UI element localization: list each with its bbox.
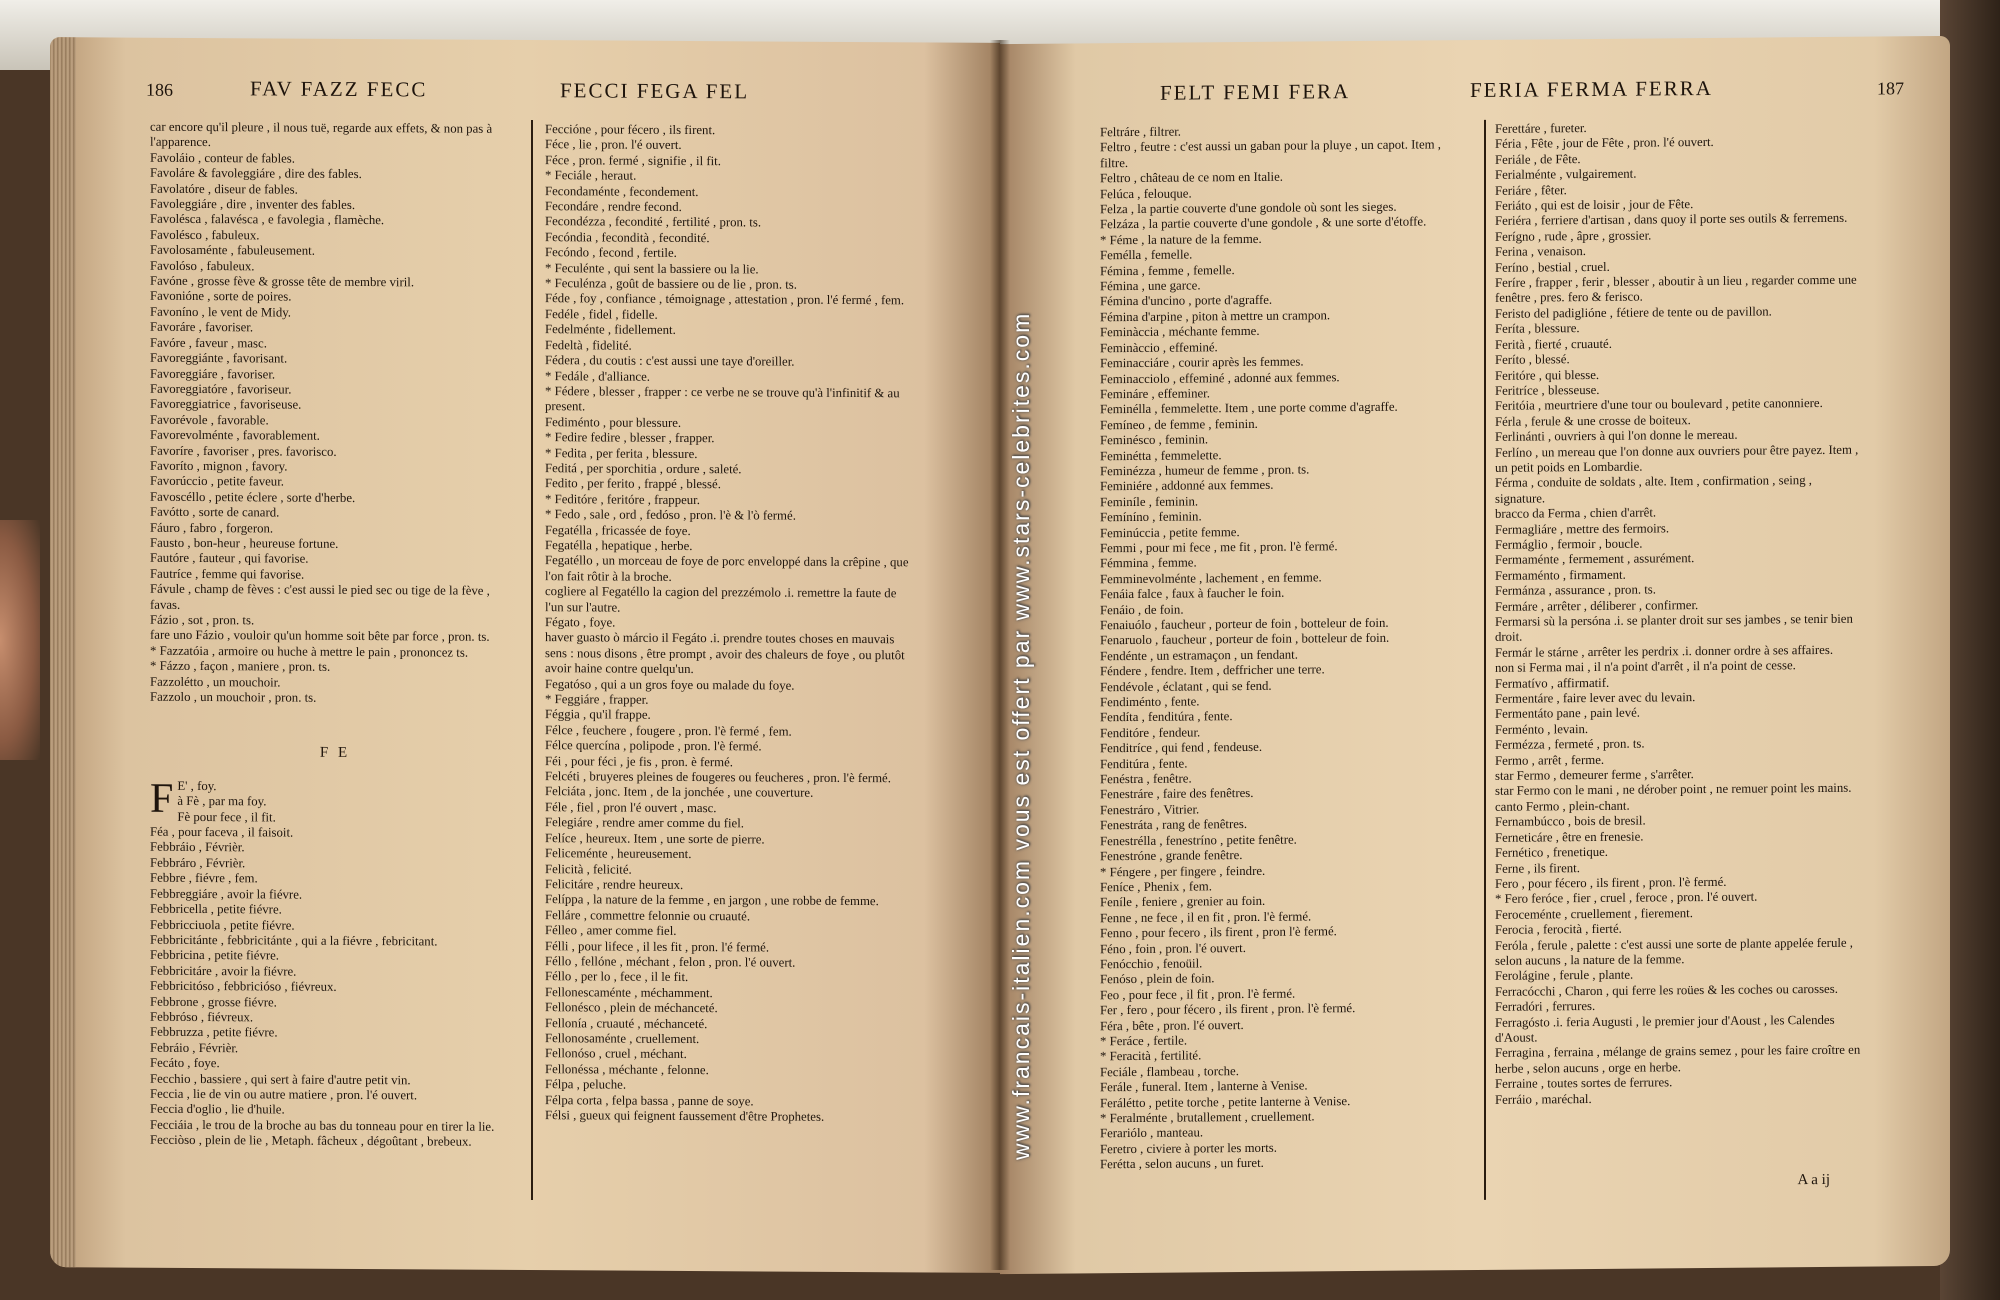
entry-list [150,120,520,708]
dictionary-entry: Félsi , gueux qui feignent faussement d'être Prophetes. [545,1108,825,1124]
dictionary-entry: Fermár le stárne , arrêter les perdrix .i. donner ordre à ses affaires. [1495,642,1834,660]
dictionary-entry: Féllo , per lo , fece , il le fit. [545,969,689,985]
dictionary-entry: non si Ferma mai , il n'a point d'arrêt , il n'a point de cesse. [1495,658,1796,676]
dictionary-entry: Felíce , heureux. Item , une sorte de pierre. [545,830,765,847]
dictionary-entry: Felicità , felicité. [545,861,632,877]
dictionary-entry: Feltráre , filtrer. [1100,124,1182,140]
dictionary-entry: Favorúccio , petite faveur. [150,474,284,489]
dictionary-entry: Fendiménto , fente. [1100,694,1200,710]
dictionary-entry: Ferlinánti , ouvriers à qui l'on donne le mereau. [1495,427,1738,444]
dictionary-entry: Ferneticáre , être en frenesie. [1495,829,1644,845]
dictionary-entry: Felegiáre , rendre amer comme du fiel. [545,815,744,831]
dictionary-entry: Feníce , Phenix , fem. [1100,879,1212,895]
dictionary-entry: Fautríce , femme qui favorise. [150,566,305,582]
dictionary-entry: Feccia , lie de vin ou autre matiere , pron. l'é ouvert. [150,1086,418,1103]
dictionary-entry: Feminélla , femmelette. Item , une porte comme d'agraffe. [1100,399,1398,417]
dictionary-entry: Fegatélla , hepatique , herbe. [545,538,693,553]
dictionary-entry: Fenestráta , rang de fenêtres. [1100,817,1248,833]
dictionary-entry: Fellonóso , cruel , méchant. [545,1046,687,1062]
dictionary-entry: Fero , pour fécero , ils firent , pron. l'è fermé. [1495,874,1727,891]
dictionary-entry: Favorévole , favorable. [150,412,269,428]
dictionary-entry: Febbricitáre , avoir la fiévre. [150,963,297,979]
dictionary-entry: Ferariólo , manteau. [1100,1125,1204,1141]
dictionary-entry: Felúca , felouque. [1100,186,1192,201]
dictionary-entry: Febbróso , fiévreux. [150,1009,254,1025]
dictionary-entry: Félleo , amer comme fiel. [545,923,677,939]
dictionary-entry: Ferétta , selon aucuns , un furet. [1100,1156,1264,1172]
dictionary-entry: Fendíta , fenditúra , fente. [1100,709,1233,725]
dictionary-entry: Femináre , effeminer. [1100,386,1210,402]
dictionary-entry: Felláre , commettre felonnie ou cruauté. [545,907,751,924]
dictionary-entry: Ferracócchi , Charon , qui ferre les roües & les coches ou carosses. [1495,981,1838,999]
dictionary-entry: Feminésco , feminin. [1100,432,1209,448]
dictionary-entry: Favolosaménte , fabuleusement. [150,242,315,258]
dictionary-entry: Fermaménto , firmament. [1495,567,1626,583]
dictionary-entry: Feriáre , fêter. [1495,182,1567,198]
dictionary-entry: Febbricitóso , febbricióso , fiévreux. [150,978,337,994]
dictionary-entry: Ferragósto .i. feria Augusti , le premier jour d'Aoust , les Calendes d'Aoust. [1495,1012,1835,1045]
dictionary-entry: Favótto , sorte de canard. [150,504,280,520]
dictionary-entry: Feminíle , feminin. [1100,494,1199,510]
dictionary-entry: Feminétta , femmelette. [1100,447,1222,463]
dictionary-entry: Fenestráre , faire des fenêtres. [1100,786,1254,802]
dictionary-entry: Favoríre , favoriser , pres. favorisco. [150,443,337,459]
dictionary-entry: Fermáglio , fermoir , boucle. [1495,536,1643,552]
dictionary-entry: Felciáta , jonc. Item , de la jonchée , une couverture. [545,784,814,801]
dictionary-entry: Féggia , qu'il frappe. [545,707,651,723]
dictionary-entry: Fellonescaménte , méchamment. [545,984,713,1000]
dictionary-entry: * Feditóre , feritóre , frappeur. [545,491,700,507]
dictionary-entry: Febbruzza , petite fiévre. [150,1025,278,1040]
dictionary-entry: Féle , fiel , pron l'é ouvert , masc. [545,799,717,816]
dictionary-entry: Feditá , per sporchitia , ordure , saleté. [545,461,742,477]
catchword: A a ij [1797,1171,1830,1189]
dictionary-entry: Fermánza , assurance , pron. ts. [1495,582,1656,599]
thumb-holding-book [0,520,40,760]
dictionary-entry: Ferettáre , fureter. [1495,121,1587,136]
dictionary-entry: Féde , foy , confiance , témoignage , attestation , pron. l'é fermé , fem. [545,291,905,308]
dictionary-entry: Felcéti , bruyeres pleines de fougeres ou feucheres , pron. l'è fermé. [545,769,891,786]
dictionary-entry: Fediménto , pour blessure. [545,414,682,430]
dictionary-entry: Ferne , ils firent. [1495,860,1580,876]
dictionary-entry: Fenócchio , fenoüil. [1100,956,1203,972]
dictionary-entry: Fenestráro , Vitrier. [1100,802,1200,818]
dictionary-entry: Favolatóre , diseur de fables. [150,181,298,197]
dictionary-entry: Fazzolétto , un mouchoir. [150,674,281,690]
dictionary-entry: Fenaiuólo , faucheur , porteur de foin , botteleur de foin. [1100,615,1389,633]
dictionary-entry: Favoníno , le vent de Midy. [150,304,291,320]
dictionary-entry: Favolóso , fabuleux. [150,258,255,274]
dictionary-entry: Fenditúra , fente. [1100,756,1188,771]
dictionary-entry: * Feráce , fertile. [1100,1033,1188,1049]
dictionary-entry: Féllo , fellóne , méchant , felon , pron. l'é ouvert. [545,954,796,970]
dictionary-entry: Febbráro , Févrièr. [150,855,246,871]
dictionary-entry: Ferráio , maréchal. [1495,1091,1592,1107]
dictionary-entry: Fernambúcco , bois de bresil. [1495,813,1646,830]
dictionary-entry: * Feralménte , brutallement , cruellement. [1100,1109,1315,1126]
dictionary-entry: Fermáre , arrêter , déliberer , confirmer. [1495,597,1699,614]
dictionary-column [1495,119,1865,1108]
dictionary-entry: * Fazzatóia , armoire ou huche à mettre le pain , prononcez ts. [150,643,469,660]
dictionary-entry: star Fermo , demeurer ferme , s'arrêter. [1495,767,1694,783]
dictionary-entry: Feríta , blessure. [1495,321,1580,337]
guide-words: FERIA FERMA FERRA [1470,75,1713,103]
dictionary-entry: Ferragina , ferraina , mélange de grains semez , pour les faire croître en herbe , selon aucuns , orge en herbe. [1495,1043,1861,1076]
entry-list [150,775,520,1151]
dictionary-entry: Féce , pron. fermé , signifie , il fit. [545,152,721,169]
dictionary-entry: Fermarsi sù la persóna .i. se planter droit sur ses jambes , se tenir bien droit. [1495,611,1853,645]
dictionary-entry: Fendévole , éclatant , qui se fend. [1100,678,1272,694]
dictionary-entry: Feminacciolo , effeminé , adonné aux femmes. [1100,369,1340,386]
dictionary-entry: Fémmina , femme. [1100,555,1197,571]
dictionary-entry: Ferále , funeral. Item , lanterne à Venise. [1100,1078,1308,1095]
page-edges [50,37,76,1267]
dictionary-entry: Felíppa , la nature de la femme , en jargon , une robbe de femme. [545,892,879,909]
dictionary-entry: Féi , pour féci , je fis , pron. è fermé. [545,753,733,769]
dictionary-entry: Fenéstra , fenêtre. [1100,771,1192,787]
guide-words: FELT FEMI FERA [1160,79,1351,105]
dictionary-entry: Félpa corta , felpa bassa , panne de soye. [545,1092,754,1108]
dictionary-entry: fare uno Fázio , vouloir qu'un homme soit bête par force , pron. ts. [150,628,490,645]
dictionary-entry: Feminàccio , effeminé. [1100,339,1218,355]
dictionary-entry: Férma , conduite de soldats , alte. Item , confirmation , seing , signature. [1495,473,1812,506]
dictionary-entry: Fellonéssa , méchante , felonne. [545,1061,709,1077]
dictionary-entry: Fecciáia , le trou de la broche au bas du tonneau pour en tirer la lie. [150,1117,495,1134]
dictionary-entry: Ferocia , ferocità , fierté. [1495,921,1622,937]
dictionary-entry: Férla , ferule & une crosse de boiteux. [1495,412,1691,429]
dictionary-entry: Fenestróne , grande fenêtre. [1100,848,1243,864]
dictionary-entry: Feritóia , meurtriere d'une tour ou boulevard , petite canonniere. [1495,396,1823,414]
dictionary-entry: Felza , la partie couverte d'une gondole où sont les sieges. [1100,199,1397,217]
dictionary-entry: Favoreggiatóre , favoriseur. [150,381,292,397]
page-number: 186 [146,79,173,100]
dictionary-entry: Ferolágine , ferule , plante. [1495,967,1634,984]
dictionary-entry: Féa , pour faceva , il faisoit. [150,824,294,840]
dictionary-entry: * Feracità , fertilité. [1100,1048,1202,1064]
dictionary-entry: Ferradóri , ferrures. [1495,999,1596,1014]
dictionary-entry: haver guasto ò márcio il Fegáto .i. prendre toutes choses en mauvais sens : nous disons , être prompt , avoir des chaleurs de foye , ou plutôt avoir haine contre quelqu'un. [545,630,905,677]
dictionary-entry: Feciále , flambeau , torche. [1100,1063,1239,1080]
dictionary-entry: * Fázzo , façon , maniere , pron. ts. [150,658,331,675]
dictionary-entry: * Feciále , heraut. [545,168,637,183]
dictionary-entry: Feliceménte , heureusement. [545,846,692,862]
dictionary-entry: Febbrone , grosse fiévre. [150,994,277,1010]
dictionary-entry: Fecciòso , plein de lie , Metaph. fâcheux , dégoûtant , brebeux. [150,1132,472,1149]
dictionary-entry: Fegatóso , qui a un gros foye ou malade du foye. [545,676,795,693]
dictionary-entry: Fenne , ne fece , il en fit , pron. l'è fermé. [1100,909,1312,925]
dictionary-entry: Felicitáre , rendre heureux. [545,877,684,892]
section-heading: F E [319,745,351,762]
dictionary-entry: * Fedire fedire , blesser , frapper. [545,430,715,446]
dictionary-entry: car encore qu'il pleure , il nous tuë, regarde aux effets, & non pas à l'apparence. [150,119,493,150]
dictionary-entry: Favolésco , fabuleux. [150,227,260,243]
dictionary-entry: * Fedále , d'alliance. [545,368,650,384]
dictionary-entry: Feriále , de Fête. [1495,151,1581,167]
dictionary-entry: Favóre , faveur , masc. [150,335,267,351]
dictionary-entry: Fenáio , de foin. [1100,602,1184,617]
dictionary-entry: Ferálétto , petite torche , petite lanterne à Venise. [1100,1093,1351,1110]
dictionary-entry: * Féngere , per fingere , feindre. [1100,863,1266,879]
dictionary-entry: Feminàccia , méchante femme. [1100,324,1260,340]
dictionary-entry: Ferménto , levain. [1495,721,1589,737]
entry-list [1100,122,1470,1173]
dictionary-entry: Ferità , fierté , cruauté. [1495,336,1612,352]
dictionary-entry: Fermagliáre , mettre des fermoirs. [1495,520,1670,537]
dictionary-entry: Fermo , arrêt , ferme. [1495,752,1605,768]
dictionary-entry: Félpa , peluche. [545,1077,627,1092]
dictionary-entry: Fenditóre , fendeur. [1100,725,1201,741]
dictionary-entry: Feméllа , femelle. [1100,247,1193,263]
column-rule [1484,120,1486,1200]
entry-list [1495,119,1865,1108]
dictionary-entry: Feríno , bestial , cruel. [1495,259,1610,275]
dictionary-entry: Femíníno , feminin. [1100,509,1202,525]
dictionary-entry: Fégato , foye. [545,615,616,630]
dictionary-entry: Fémina , une garce. [1100,278,1201,294]
guide-words: FAV FAZZ FECC [250,76,428,102]
dictionary-entry: Favoleggiáre , dire , inventer des fables. [150,196,356,212]
dictionary-entry: Feristo del padiglióne , fétiere de tente ou de pavillon. [1495,304,1772,321]
dictionary-entry: Feminézza , humeur de femme , pron. ts. [1100,462,1310,479]
dictionary-entry: Fernético , frenetique. [1495,844,1608,860]
dictionary-entry: Fémina , femme , femelle. [1100,262,1235,278]
dictionary-entry: Feritríce , blesseuse. [1495,382,1600,398]
dictionary-entry: Félce quercína , polipode , pron. l'è fermé. [545,738,762,754]
dictionary-entry: Favoláre & favoleggiáre , dire des fables. [150,165,362,182]
dictionary-entry: Fédera , du coutis : c'est aussi une taye d'oreiller. [545,353,795,369]
dictionary-entry: Fegatéllo , un morceau de foye de porc enveloppé dans la crêpine , que l'on fait rôtir à la broche. [545,553,909,584]
dictionary-column [150,120,520,1151]
dictionary-entry: star Fermo con le mani , ne dérober point , ne remuer point les mains. [1495,781,1852,799]
dictionary-entry: Favóne , grosse fève & grosse tête de membre viril. [150,273,415,290]
dictionary-entry: Fenditríce , qui fend , fendeuse. [1100,740,1263,756]
dictionary-entry: Fémina d'uncino , porte d'agraffe. [1100,293,1273,309]
dictionary-entry: Fecondézza , fecondité , fertilité , pron. ts. [545,214,762,230]
dictionary-entry: Favoscéllo , petite éclere , sorte d'herbe. [150,489,356,505]
dictionary-entry: Fecóndo , fecond , fertile. [545,245,677,261]
dictionary-entry: Favoríto , mignon , favory. [150,458,288,474]
dictionary-entry: Feriéra , ferriere d'artisan , dans quoy il porte ses outils & ferremens. [1495,211,1848,229]
dictionary-entry: Feroceménte , cruellement , fierement. [1495,905,1693,922]
left-page [50,37,1000,1273]
dictionary-entry: Feríto , blessé. [1495,352,1570,367]
dictionary-entry: Feccióne , pour fécero , ils firent. [545,122,716,138]
column-rule [531,120,533,1200]
dictionary-entry: Fecondáre , rendre fecond. [545,199,682,214]
dictionary-entry: * Feggiáre , frapper. [545,692,649,707]
dictionary-entry: Favoreggiánte , favorisant. [150,350,288,366]
dictionary-entry: Féria , Fête , jour de Fête , pron. l'é ouvert. [1495,135,1714,152]
dictionary-entry: Favoláio , conteur de fables. [150,150,295,166]
dictionary-entry: Femmi , pour mi fece , me fit , pron. l'è fermé. [1100,539,1338,556]
dictionary-entry: * Feculénza , goût de bassiere ou de lie , pron. ts. [545,276,797,292]
dictionary-entry: Fazzolo , un mouchoir , pron. ts. [150,689,317,705]
dictionary-entry: Fermatívo , affirmatif. [1495,675,1610,691]
dictionary-entry: Ferialménte , vulgairement. [1495,166,1637,183]
dictionary-entry: Feróla , ferule , palette : c'est aussi une sorte de plante appelée ferule , selon aucuns , la nature de la femme. [1495,935,1853,968]
dictionary-entry: Febbricitánte , febbricitánte , qui a la fiévre , febricitant. [150,932,438,949]
dictionary-entry: Feminacciáre , courir après les femmes. [1100,354,1304,371]
dictionary-entry: E' , foy. [177,778,217,793]
dictionary-entry: Favoreggiatrice , favoriseuse. [150,397,302,412]
dictionary-entry: Feníle , feniere , grenier au foin. [1100,894,1266,910]
dictionary-entry: Fenáia falce , faux à faucher le foin. [1100,585,1285,602]
dictionary-entry: Fautóre , fauteur , qui favorise. [150,551,309,567]
book-gutter [990,40,1010,1270]
dictionary-entry: Fermentáre , faire lever avec du levain. [1495,690,1696,706]
dictionary-entry: Fausto , bon-heur , heureuse fortune. [150,535,339,551]
dictionary-column [1100,122,1470,1173]
dictionary-entry: Fegatélla , fricassée de foye. [545,522,691,538]
guide-words: FECCI FEGA FEL [560,78,750,104]
page-number: 187 [1877,78,1904,99]
right-page [1000,36,1950,1274]
dictionary-entry: Feriáto , qui est de loisir , jour de Fête. [1495,197,1694,213]
dictionary-entry: Favonióne , sorte de poires. [150,289,292,305]
dictionary-entry: Favoráre , favoriser. [150,319,254,335]
dictionary-entry: Fendénte , un estramaçon , un fendant. [1100,647,1298,664]
dictionary-entry: Femíneo , de femme , feminin. [1100,416,1258,432]
dictionary-entry: Feltro , château de ce nom en Italie. [1100,169,1283,186]
dictionary-entry: Felzáza , la partie couverte d'une gondole , & une sorte d'étoffe. [1100,214,1427,232]
dictionary-entry: Fedito , per ferito , frappé , blessé. [545,476,721,492]
dictionary-entry: Fávule , champ de fèves : c'est aussi le pied sec ou tige de la fève , favas. [150,581,490,612]
drop-cap: F [150,775,174,822]
dictionary-entry: Fecchio , bassiere , qui sert à faire d'autre petit vin. [150,1071,411,1087]
dictionary-entry: Febbreggiáre , avoir la fiévre. [150,886,303,902]
dictionary-entry: canto Fermo , plein-chant. [1495,798,1630,814]
dictionary-entry: * Fero feróce , fier , cruel , feroce , pron. l'é ouvert. [1495,889,1758,907]
dictionary-entry: Fellonía , cruauté , méchanceté. [545,1015,708,1031]
dictionary-entry: Fecondaménte , fecondement. [545,183,699,199]
dictionary-entry: Fellonosaménte , cruellement. [545,1031,700,1047]
dictionary-entry: Féra , bête , pron. l'é ouvert. [1100,1017,1244,1033]
dictionary-entry: Feríre , frapper , ferir , blesser , aboutir à un lieu , regarder comme une fenêtre , pres. fero & ferisco. [1495,272,1857,306]
dictionary-entry: Fáuro , fabro , forgeron. [150,520,274,536]
dictionary-entry: Favolésca , falavésca , e favolegia , flamèche. [150,212,385,228]
dictionary-entry: Femminevolménte , lachement , en femme. [1100,570,1322,587]
dictionary-entry: Febbricella , petite fiévre. [150,901,282,917]
dictionary-entry: Fémina d'arpine , piton à mettre un crampon. [1100,308,1331,325]
dictionary-entry: Fenóso , plein de foin. [1100,971,1215,987]
dictionary-entry: Fermentáto pane , pain levé. [1495,705,1640,722]
dictionary-entry: Febbre , fiévre , fem. [150,870,258,886]
dictionary-entry: Fedelménte , fidellement. [545,322,676,338]
dictionary-entry: Feccia d'oglio , lie d'huile. [150,1102,285,1117]
dictionary-entry: Ferlíno , un mereau que l'on donne aux ouvriers pour être payez. Item , un petit poids en Lombardie. [1495,442,1859,475]
dictionary-entry: Félli , pour lifece , il les fit , pron. l'é fermé. [545,938,770,955]
dictionary-entry: Febbricciuola , petite fiévre. [150,917,295,933]
dictionary-entry: Fellonésco , plein de méchanceté. [545,1000,718,1016]
dictionary-entry: à Fè , par ma foy. [177,794,267,809]
dictionary-entry: Fázio , sot , pron. ts. [150,612,255,628]
dictionary-entry: Fenestrélla , fenestríno , petite fenêtre. [1100,832,1297,848]
dictionary-entry: Febráio , Févrièr. [150,1040,239,1055]
dictionary-entry: Féce , lie , pron. l'é ouvert. [545,137,682,153]
dictionary-entry: Féno , foin , pron. l'é ouvert. [1100,940,1246,956]
dictionary-entry: Feminiére , addonné aux femmes. [1100,478,1274,494]
dictionary-entry: Fecáto , foye. [150,1055,220,1071]
dictionary-entry: Ferraine , toutes sortes de ferrures. [1495,1075,1673,1092]
dictionary-entry: * Fedita , per ferita , blessure. [545,445,698,461]
dictionary-entry: Fè pour fece , il fit. [177,809,276,825]
dictionary-entry: cogliere al Fegatéllo la cagion del prezzémolo .i. remettre la faute de l'un sur l'autre. [545,584,897,615]
dictionary-entry: Fedeltà , fidelité. [545,337,632,353]
dictionary-entry: * Féme , la nature de la femme. [1100,231,1262,248]
dictionary-entry: Fenno , pour fecero , ils firent , pron l'è fermé. [1100,924,1337,941]
dictionary-entry: Feretro , civiere à porter les morts. [1100,1140,1277,1157]
dictionary-entry: Feritóre , qui blesse. [1495,367,1600,383]
dictionary-entry: Fedéle , fidel , fidelle. [545,306,658,322]
dictionary-entry: Fenaruolo , faucheur , porteur de foin , botteleur de foin. [1100,631,1390,648]
dictionary-entry: * Fédere , blesser , frapper : ce verbe ne se trouve qu'à l'infinitif & au present. [545,384,900,414]
dictionary-entry: * Fedo , sale , ord , fedóso , pron. l'è & l'ò fermé. [545,507,796,523]
dictionary-entry: Feltro , feutre : c'est aussi un gaban pour la pluye , un capot. Item , filtre. [1100,137,1441,171]
dictionary-entry: Febbráio , Févrièr. [150,840,245,855]
dictionary-entry: Feminúccia , petite femme. [1100,524,1240,540]
dictionary-entry: Favorevolménte , favorablement. [150,427,320,443]
dictionary-entry: Fecóndia , fecondità , fecondité. [545,229,710,245]
dictionary-entry: Favoreggiáre , favoriser. [150,366,276,381]
dictionary-entry: Félce , feuchere , fougere , pron. l'è fermé , fem. [545,722,792,739]
dictionary-entry: * Feculénte , qui sent la bassiere ou la lie. [545,260,759,277]
entry-list [545,122,915,1126]
dictionary-entry: bracco da Ferma , chien d'arrêt. [1495,505,1657,521]
dictionary-entry: Fermézza , fermeté , pron. ts. [1495,736,1645,753]
dictionary-entry: Fermaménte , fermement , assurément. [1495,551,1695,568]
dictionary-entry: Febbricina , petite fiévre. [150,948,279,963]
dictionary-column [545,122,915,1126]
dictionary-entry: Ferígno , rude , âpre , grossier. [1495,228,1652,244]
dictionary-entry: Fer , fero , pour fécero , ils firent , pron. l'è fermé. [1100,1001,1356,1018]
dictionary-entry: Ferina , venaison. [1495,244,1586,260]
dictionary-entry: Feo , pour fece , il fit , pron. l'è fermé. [1100,986,1296,1003]
dictionary-entry: Féndere , fendre. Item , deffricher une terre. [1100,662,1325,679]
